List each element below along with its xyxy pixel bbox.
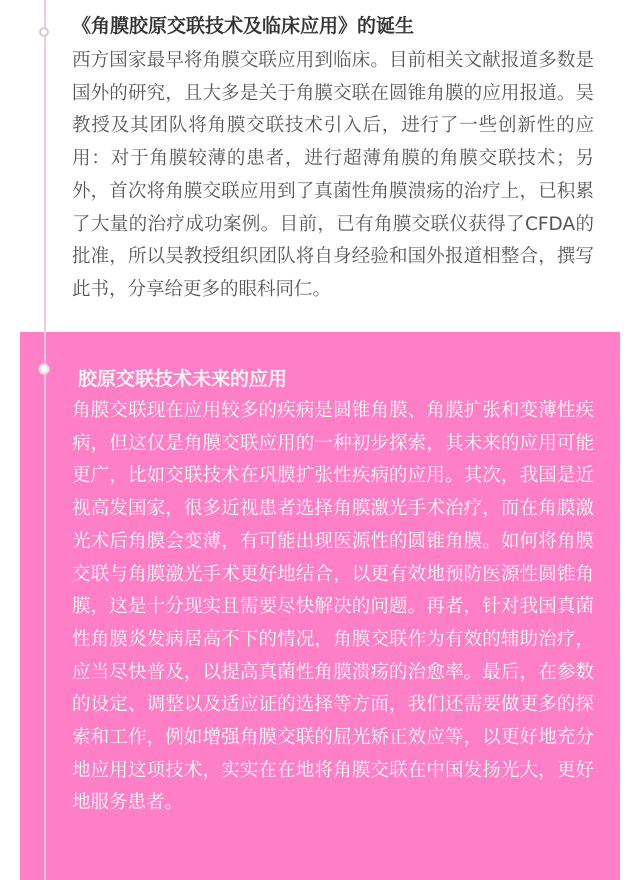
timeline-dot-icon (39, 27, 49, 37)
section-title-origin: 《角膜胶原交联技术及临床应用》的诞生 (72, 15, 415, 37)
timeline-dot-icon (39, 364, 49, 374)
section-body-origin: 西方国家最早将角膜交联应用到临床。目前相关文献报道多数是国外的研究，且大多是关于角膜交联在圆锥角膜的应用报道。吴教授及其团队将角膜交联技术引入后，进行了一些创新性的应用：对于角膜较薄的患者，进行超薄角膜的角膜交联技术；另外，首次将角膜交联应用到了真菌性角膜溃疡的治疗上，已积累了大量的治疗成功案例。目前，已有角膜交联仪获得了CFDA的批准，所以吴教授组织团队将自身经验和国外报道相整合，撰写此书，分享给更多的眼科同仁。 (72, 50, 594, 300)
timeline-line (44, 0, 46, 880)
section-title-future: 胶原交联技术未来的应用 (78, 368, 288, 390)
section-body-future: 角膜交联现在应用较多的疾病是圆锥角膜、角膜扩张和变薄性疾病，但这仅是角膜交联应用的一种初步探索，其未来的应用可能更广，比如交联技术在巩膜扩张性疾病的应用。其次，我国是近视高发国家，很多近视患者选择角膜激光手术治疗，而在角膜激光术后角膜会变薄，有可能出现医源性的圆锥角膜。如何将角膜交联与角膜激光手术更好地结合，以更有效地预防医源性圆锥角膜，这是十分现实且需要尽快解决的问题。再者，针对我国真菌性角膜炎发病居高不下的情况，角膜交联作为有效的辅助治疗，应当尽快普及，以提高真菌性角膜溃疡的治愈率。最后，在参数的设定、调整以及适应证的选择等方面，我们还需要做更多的探索和工作，例如增强角膜交联的屈光矫正效应等，以更好地充分地应用这项技术，实实在在地将角膜交联在中国发扬光大，更好地服务患者。 (72, 400, 594, 814)
